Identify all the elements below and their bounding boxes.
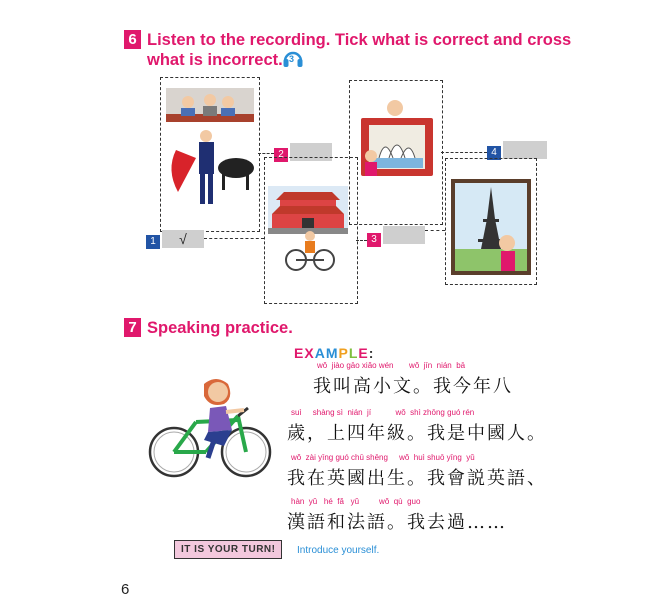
- picture-3-answer-box[interactable]: [383, 226, 425, 244]
- example-label-letter: E: [358, 345, 369, 361]
- example-label-letter: A: [314, 345, 326, 361]
- eiffel-tower-illustration: [451, 179, 531, 275]
- section-7-heading: Speaking practice.: [147, 319, 293, 337]
- example-label-letter: X: [304, 345, 315, 361]
- chinese-line: 我叫高小文。我今年八: [313, 376, 513, 397]
- your-turn-label: IT IS YOUR TURN!: [174, 540, 282, 559]
- connector-top-2: [258, 153, 274, 154]
- section-6-heading-line1: Listen to the recording. Tick what is correct and cross: [147, 31, 572, 49]
- tiananmen-illustration: [268, 186, 348, 286]
- example-label: [294, 345, 374, 361]
- chinese-line: 漢語和法語。我去過……: [287, 512, 507, 533]
- picture-3-number: 3: [367, 233, 381, 247]
- headphones-icon[interactable]: [282, 48, 304, 68]
- section-6-heading-text: what is incorrect.: [147, 51, 283, 69]
- example-label-letter: E: [294, 345, 305, 361]
- picture-4-number: 4: [487, 146, 501, 160]
- picture-1-answer-box[interactable]: [162, 230, 204, 248]
- connector-3-4: [425, 230, 445, 231]
- example-label-letter: M: [325, 345, 339, 361]
- section-7-number: 7: [124, 318, 141, 337]
- pinyin-line: wǒ zài yīng guó chū shēng wǒ huì shuō yīng yǔ: [291, 453, 475, 462]
- connector-top-4: [441, 152, 487, 153]
- picture-1-mark: √: [179, 231, 187, 247]
- picture-2-number: 2: [274, 148, 288, 162]
- section-6-heading-line2: [147, 50, 283, 71]
- bullfight-illustration: [166, 88, 254, 218]
- pinyin-line: wǒ jiào gāo xiǎo wén wǒ jīn nián bā: [317, 361, 466, 370]
- chinese-line: 歲，上四年級。我是中國人。: [287, 423, 547, 444]
- track-number: 3: [289, 54, 295, 64]
- picture-4-answer-box[interactable]: [503, 141, 547, 159]
- section-6-number: 6: [124, 30, 141, 49]
- picture-1-number: 1: [146, 235, 160, 249]
- connector-2-3: [356, 240, 367, 241]
- example-label-letter: P: [338, 345, 349, 361]
- example-label-letter: :: [368, 345, 375, 361]
- turn-instruction: Introduce yourself.: [297, 545, 380, 556]
- connector-1-2: [204, 238, 264, 239]
- example-label-letter: L: [348, 345, 359, 361]
- page-number: 6: [121, 581, 130, 598]
- pinyin-line: hàn yǔ hé fǎ yǔ wǒ qù guo: [291, 497, 421, 506]
- girl-on-bicycle-illustration: [144, 374, 276, 484]
- chinese-line: 我在英國出生。我會説英語、: [287, 468, 547, 489]
- opera-house-illustration: [357, 98, 437, 188]
- pinyin-line: suì shàng sì nián jí wǒ shì zhōng guó rén: [291, 408, 475, 417]
